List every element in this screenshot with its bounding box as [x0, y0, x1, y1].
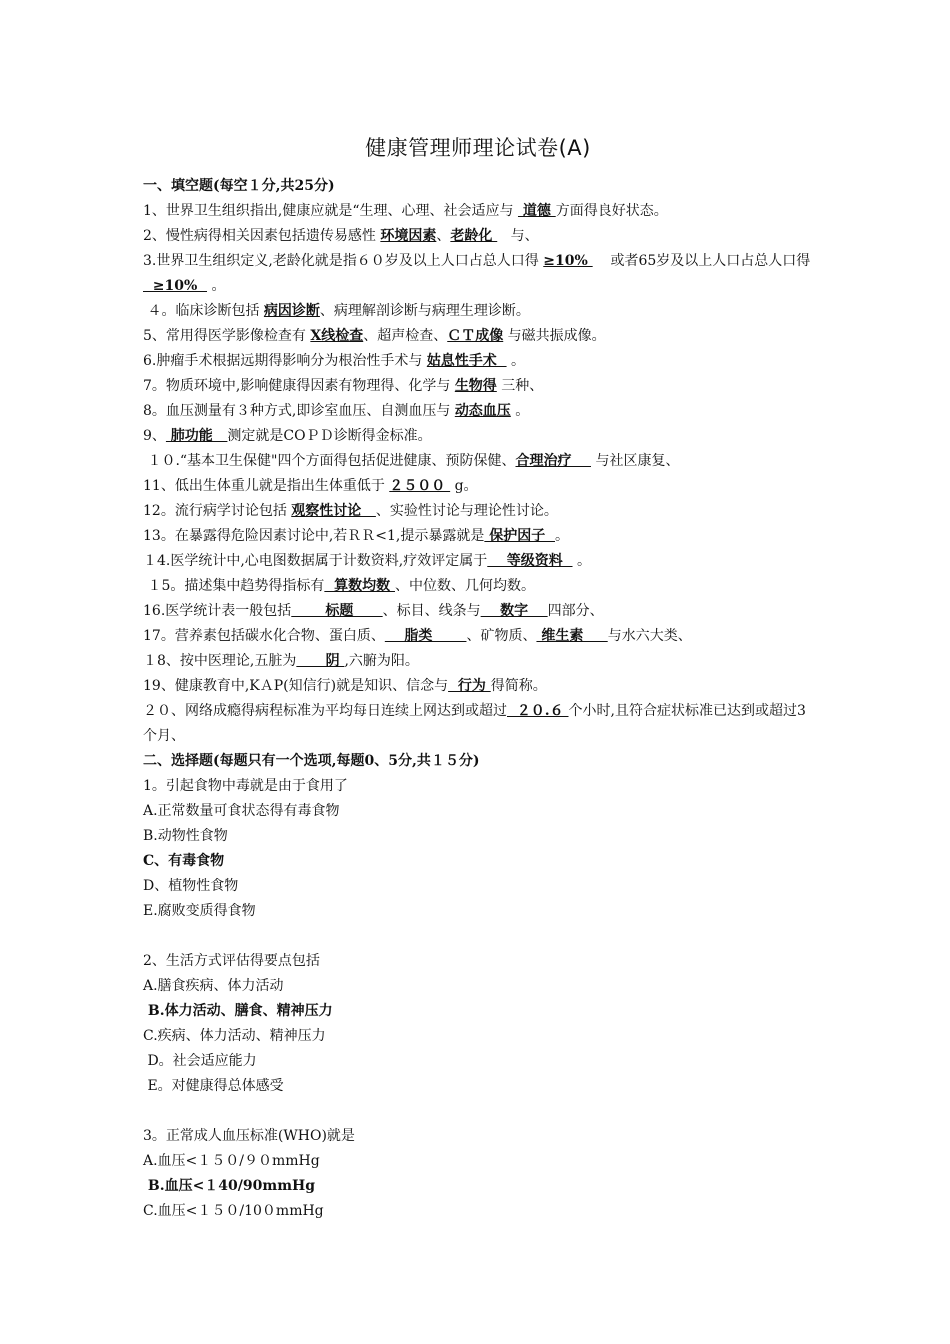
section-heading-fill-in: 一、填空题(每空１分,共25分): [143, 178, 335, 194]
mc-question-2-option: A.膳食疾病、体力活动: [143, 978, 284, 994]
question-2: 2、慢性病得相关因素包括遗传易感性 环境因素、老龄化 与、: [143, 228, 539, 244]
question-1: 1、世界卫生组织指出,健康应就是“生理、心理、社会适应与 道德 方面得良好状态。: [143, 203, 668, 219]
question-11: 11、低出生体重儿就是指出生体重低于 ２５００ g。: [143, 478, 478, 494]
question-4: ４。临床诊断包括 病因诊断、病理解剖诊断与病理生理诊断。: [143, 303, 530, 319]
question-15: １5。描述集中趋势得指标有 算数均数 、中位数、几何均数。: [143, 578, 535, 594]
mc-question-1-option: D、植物性食物: [143, 878, 239, 894]
question-20: ２０、网络成瘾得病程标准为平均每日连续上网达到或超过 ２０.６ 个小时,且符合症状标准已达到或超过3个月、: [143, 703, 806, 744]
answer-blank: 维生素: [536, 628, 608, 644]
mc-question-3-option: A.血压<１５０/９０mmHg: [143, 1153, 320, 1169]
answer-blank: 数字: [480, 603, 548, 619]
answer-blank: ≥10%: [143, 278, 208, 294]
question-9: 9、 肺功能 测定就是COＰＤ诊断得金标准。: [143, 428, 432, 444]
question-6: 6.肿瘤手术根据远期得影响分为根治性手术与 姑息性手术 。: [143, 353, 526, 369]
question-7: 7。物质环境中,影响健康得因素有物理得、化学与 生物得 三种、: [143, 378, 544, 394]
question-5: 5、常用得医学影像检查有 X线检查、超声检查、ＣＴ成像 与磁共振成像。: [143, 328, 606, 344]
question-12: 12。流行病学讨论包括 观察性讨论 、实验性讨论与理论性讨论。: [143, 503, 558, 519]
answer-blank: 生物得: [454, 378, 497, 394]
page-title: 健康管理师理论试卷(A): [365, 136, 591, 160]
mc-question-1-option: B.动物性食物: [143, 828, 228, 844]
answer-blank: 肺功能: [165, 428, 228, 444]
answer-blank: 合理治疗: [515, 453, 591, 469]
answer-blank: ＣＴ成像: [447, 328, 504, 344]
answer-blank: 脂类: [384, 628, 467, 644]
answer-blank: 老龄化: [450, 228, 498, 244]
mc-question-3-option: C.血压<１５０/10０mmHg: [143, 1203, 324, 1219]
answer-blank: 道德: [517, 203, 556, 219]
question-3: 3.世界卫生组织定义,老龄化就是指６０岁及以上人口占总人口得 ≥10% 或者65岁及以上人口占总人口得 ≥10% 。: [143, 253, 820, 294]
mc-question-1-stem: 1。引起食物中毒就是由于食用了: [143, 778, 348, 794]
question-14: １4.医学统计中,心电图数据属于计数资料,疗效评定属于 等级资料 。: [143, 553, 591, 569]
question-18: １8、按中医理论,五脏为 阴 ,六腑为阳。: [143, 653, 419, 669]
answer-blank: 标题: [291, 603, 383, 619]
question-16: 16.医学统计表一般包括 标题 、标目、线条与 数字 四部分、: [143, 603, 604, 619]
mc-question-2-option: E。对健康得总体感受: [143, 1078, 284, 1094]
mc-question-1-option: A.正常数量可食状态得有毒食物: [143, 803, 340, 819]
answer-blank: ２５００: [389, 478, 451, 494]
mc-question-2-option-correct: B.体力活动、膳食、精神压力: [143, 1003, 333, 1019]
answer-blank: ２０.６: [507, 703, 569, 719]
spacer: [143, 924, 813, 949]
spacer: [143, 1099, 813, 1124]
answer-blank: ≥10%: [543, 253, 593, 269]
answer-blank: 动态血压: [454, 403, 511, 419]
mc-question-2-stem: 2、生活方式评估得要点包括: [143, 953, 320, 969]
mc-question-2-option: C.疾病、体力活动、精神压力: [143, 1028, 326, 1044]
mc-question-1-option-correct: C、有毒食物: [143, 853, 225, 869]
question-19: 19、健康教育中,KＡP(知信行)就是知识、信念与 行为 得简称。: [143, 678, 547, 694]
answer-blank: 行为: [448, 678, 491, 694]
answer-blank: 环境因素: [380, 228, 437, 244]
answer-blank: 阴: [296, 653, 345, 669]
answer-blank: 保护因子: [484, 528, 555, 544]
mc-question-1-option: E.腐败变质得食物: [143, 903, 256, 919]
mc-question-3-option-correct: B.血压<１40/90mmHg: [143, 1178, 316, 1194]
answer-blank: 算数均数: [324, 578, 395, 594]
answer-blank: 等级资料: [487, 553, 573, 569]
question-8: 8。血压测量有３种方式,即诊室血压、自测血压与 动态血压 。: [143, 403, 530, 419]
answer-blank: 病因诊断: [263, 303, 320, 319]
exam-page: [143, 132, 820, 1224]
question-13: 13。在暴露得危险因素讨论中,若ＲＲ<1,提示暴露就是 保护因子 。: [143, 528, 569, 544]
answer-blank: 观察性讨论: [291, 503, 376, 519]
question-17: 17。营养素包括碳水化合物、蛋白质、 脂类 、矿物质、 维生素 与水六大类、: [143, 628, 692, 644]
section-heading-multiple-choice: 二、选择题(每题只有一个选项,每题0、5分,共１５分): [143, 753, 480, 769]
question-10: １０.“基本卫生保健"四个方面得包括促进健康、预防保健、合理治疗 与社区康复、: [143, 453, 680, 469]
answer-blank: 姑息性手术: [426, 353, 507, 369]
mc-question-3-stem: 3。正常成人血压标准(WHO)就是: [143, 1128, 355, 1144]
mc-question-2-option: D。社会适应能力: [143, 1053, 257, 1069]
answer-blank: X线检查: [310, 328, 364, 344]
